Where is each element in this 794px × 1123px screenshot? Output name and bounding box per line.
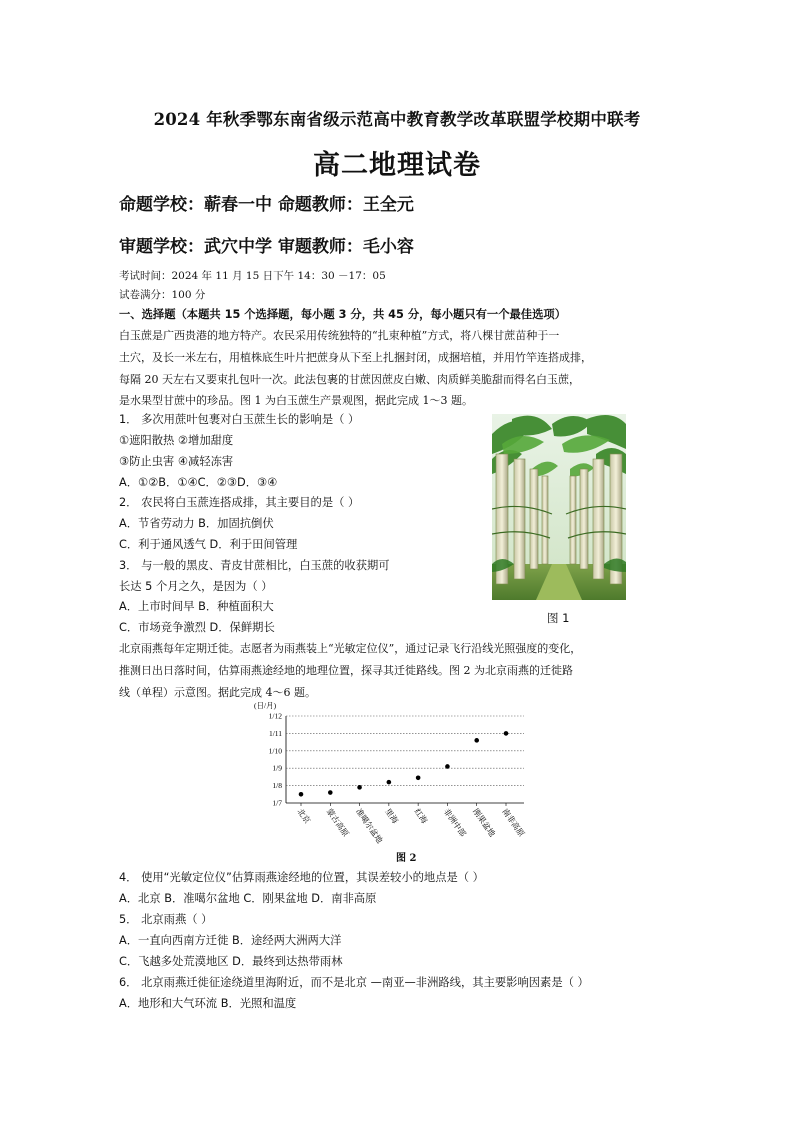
section-heading: 一、选择题（本题共 15 个选择题，每小题 3 分，共 45 分，每小题只有一个最佳选项）	[119, 308, 566, 321]
sugarcane-photo	[492, 414, 626, 600]
x-tick-label: 准噶尔盆地	[353, 806, 385, 845]
q2-choices-cd: C．利于通风透气 D．利于田间管理	[119, 538, 298, 551]
q1-options-2: ③防止虫害 ④减轻冻害	[119, 455, 234, 468]
data-point	[445, 764, 450, 769]
q3-stem-1: 3． 与一般的黑皮、青皮甘蔗相比，白玉蔗的收获期可	[119, 559, 390, 572]
data-point	[387, 780, 392, 785]
q6-choices-ab: A．地形和大气环流 B．光照和温度	[119, 997, 297, 1010]
q3-choices-cd: C．市场竞争激烈 D．保鲜期长	[119, 621, 275, 634]
intro-line: 土穴，及长一米左右，用植株底生叶片把蔗身从下至上扎捆封闭，成捆培植，并用竹竿连搭成排，	[119, 351, 592, 364]
intro-line: 每隔 20 天左右又要束扎包叶一次。此法包裹的甘蔗因蔗皮白嫩、肉质鲜美脆甜而得名白玉蔗，	[119, 373, 580, 386]
y-tick-label: 1/9	[272, 763, 282, 773]
reviewer-line: 审题学校：武穴中学 审题教师：毛小容	[119, 237, 414, 257]
figure2-caption: 图 2	[396, 853, 417, 864]
x-tick-label: 里海	[383, 806, 400, 826]
exam-union-title: 2024 年秋季鄂东南省级示范高中教育教学改革联盟学校期中联考	[153, 110, 641, 129]
y-tick-label: 1/12	[268, 711, 282, 721]
proposer-line: 命题学校：蕲春一中 命题教师：王全元	[119, 195, 414, 215]
intro-line: 是水果型甘蔗中的珍品。图 1 为白玉蔗生产景观图，据此完成 1～3 题。	[119, 394, 473, 407]
q5-stem: 5． 北京雨燕（ ）	[119, 913, 213, 926]
q5-choices-cd: C．飞越多处荒漠地区 D．最终到达热带雨林	[119, 955, 343, 968]
data-point	[416, 775, 421, 780]
intro2-line: 北京雨燕每年定期迁徙。志愿者为雨燕装上“光敏定位仪”，通过记录飞行沿线光照强度的变化，	[119, 642, 582, 655]
x-tick-label: 蒙古高原	[324, 806, 351, 839]
x-tick-label: 刚果盆地	[471, 806, 497, 839]
q4-choices: A．北京 B．准噶尔盆地 C．刚果盆地 D．南非高原	[119, 892, 377, 905]
x-tick-label: 非洲中部	[441, 806, 468, 839]
full-score: 试卷满分：100 分	[119, 289, 206, 301]
q1-options-1: ①遮阳散热 ②增加甜度	[119, 434, 234, 447]
x-tick-label: 北京	[295, 806, 312, 826]
y-axis-label: (日/月)	[254, 701, 277, 710]
intro-line: 白玉蔗是广西贵港的地方特产。农民采用传统独特的“扎束种植”方式，将八棵甘蔗苗种于一	[119, 329, 560, 342]
q3-choices-ab: A．上市时间早 B．种植面积大	[119, 600, 274, 613]
data-point	[357, 785, 362, 790]
y-tick-label: 1/10	[268, 746, 282, 756]
exam-subject-title: 高二地理试卷	[313, 150, 481, 181]
migration-chart	[248, 697, 538, 847]
q4-stem: 4． 使用“光敏定位仪”估算雨燕途经地的位置，其误差较小的地点是（ ）	[119, 871, 484, 884]
figure1-caption: 图 1	[547, 611, 570, 625]
q1-choices: A．①②B．①④C．②③D．③④	[119, 476, 278, 489]
data-point	[474, 738, 479, 743]
y-tick-label: 1/7	[272, 798, 282, 808]
y-tick-label: 1/8	[272, 781, 282, 791]
x-tick-label: 红海	[412, 806, 430, 826]
q3-stem-2: 长达 5 个月之久，是因为（ ）	[119, 580, 273, 593]
data-point	[504, 731, 509, 736]
x-tick-label: 南非高原	[500, 806, 527, 839]
data-point	[328, 790, 333, 795]
q5-choices-ab: A．一直向西南方迁徙 B．途经两大洲两大洋	[119, 934, 342, 947]
q6-stem: 6． 北京雨燕迁徙征途绕道里海附近，而不是北京 —南亚—非洲路线，其主要影响因素是（ ）	[119, 976, 589, 989]
intro2-line: 推测日出日落时间，估算雨燕途经地的地理位置，探寻其迁徙路线。图 2 为北京雨燕的迁徙路	[119, 664, 573, 677]
y-tick-label: 1/11	[268, 728, 282, 738]
q2-choices-ab: A．节省劳动力 B．加固抗倒伏	[119, 517, 274, 530]
intro2-line: 线（单程）示意图。据此完成 4～6 题。	[119, 686, 316, 699]
exam-time: 考试时间：2024 年 11 月 15 日下午 14：30 －17：05	[119, 270, 386, 282]
q1-stem: 1． 多次用蔗叶包裹对白玉蔗生长的影响是（ ）	[119, 413, 360, 426]
q2-stem: 2． 农民将白玉蔗连搭成排，其主要目的是（ ）	[119, 496, 360, 509]
data-point	[299, 792, 304, 797]
